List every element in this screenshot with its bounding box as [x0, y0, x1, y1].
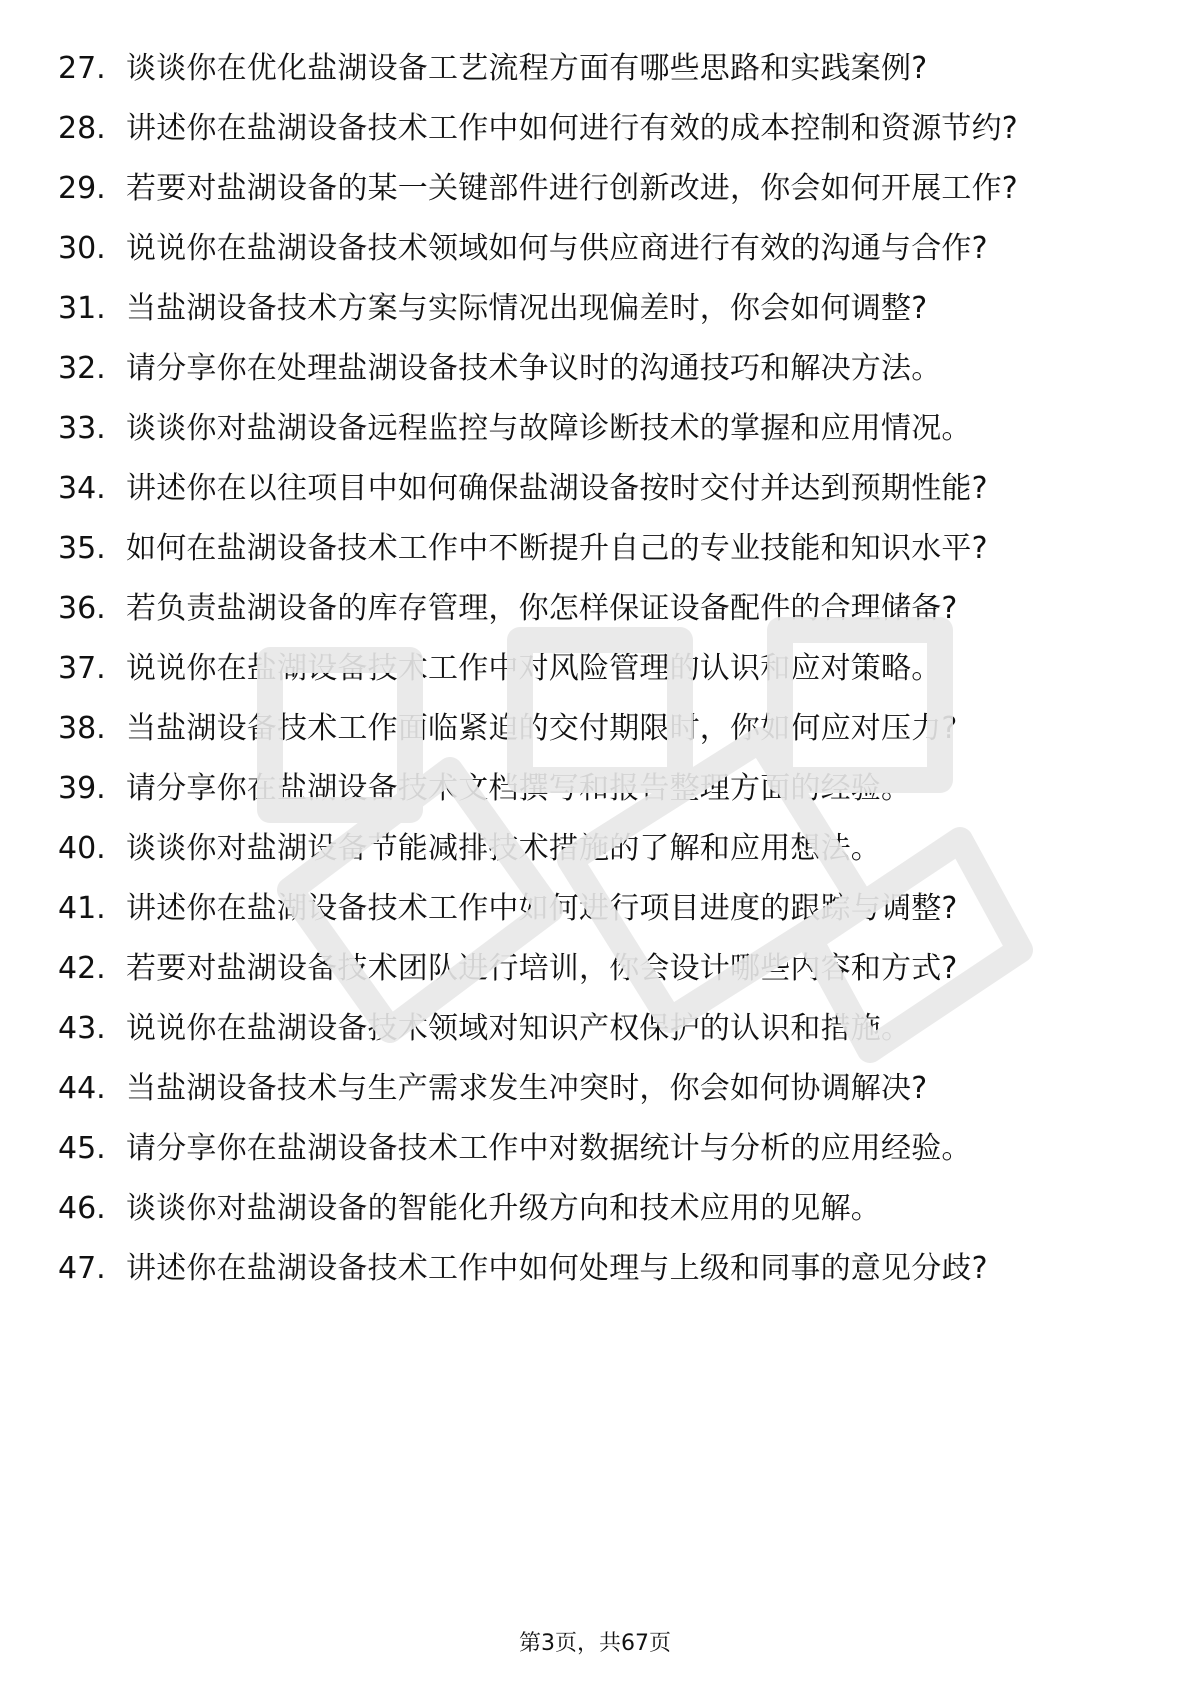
question-item-44	[0, 1070, 1190, 1108]
question-text: 说说你在盐湖设备技术领域对知识产权保护的认识和措施。	[126, 1011, 912, 1046]
question-text: 请分享你在盐湖设备技术文档撰写和报告整理方面的经验。	[126, 771, 912, 806]
question-number: 30.	[58, 231, 106, 266]
question-list	[0, 50, 1190, 1310]
question-item-43	[0, 1010, 1190, 1048]
question-text: 讲述你在以往项目中如何确保盐湖设备按时交付并达到预期性能?	[126, 471, 988, 506]
question-item-28	[0, 110, 1190, 148]
question-number: 45.	[58, 1131, 106, 1166]
question-item-31	[0, 290, 1190, 328]
question-number: 41.	[58, 891, 106, 926]
question-item-34	[0, 470, 1190, 508]
question-item-37	[0, 650, 1190, 688]
question-item-45	[0, 1130, 1190, 1168]
question-number: 42.	[58, 951, 106, 986]
question-text: 当盐湖设备技术工作面临紧迫的交付期限时，你如何应对压力?	[126, 711, 958, 746]
question-item-42	[0, 950, 1190, 988]
question-item-40	[0, 830, 1190, 868]
question-number: 34.	[58, 471, 106, 506]
question-text: 讲述你在盐湖设备技术工作中如何进行有效的成本控制和资源节约?	[126, 111, 1018, 146]
page-number-footer: 第3页，共67页	[519, 1631, 671, 1656]
question-text: 谈谈你对盐湖设备远程监控与故障诊断技术的掌握和应用情况。	[126, 411, 972, 446]
question-text: 说说你在盐湖设备技术工作中对风险管理的认识和应对策略。	[126, 651, 942, 686]
question-text: 讲述你在盐湖设备技术工作中如何处理与上级和同事的意见分歧?	[126, 1251, 988, 1286]
question-number: 39.	[58, 771, 106, 806]
question-item-32	[0, 350, 1190, 388]
question-text: 谈谈你对盐湖设备的智能化升级方向和技术应用的见解。	[126, 1191, 881, 1226]
question-text: 谈谈你对盐湖设备节能减排技术措施的了解和应用想法。	[126, 831, 881, 866]
question-number: 36.	[58, 591, 106, 626]
question-text: 当盐湖设备技术与生产需求发生冲突时，你会如何协调解决?	[126, 1071, 928, 1106]
question-number: 40.	[58, 831, 106, 866]
question-text: 请分享你在处理盐湖设备技术争议时的沟通技巧和解决方法。	[126, 351, 942, 386]
question-text: 如何在盐湖设备技术工作中不断提升自己的专业技能和知识水平?	[126, 531, 988, 566]
question-text: 若负责盐湖设备的库存管理，你怎样保证设备配件的合理储备?	[126, 591, 958, 626]
question-number: 35.	[58, 531, 106, 566]
question-item-39	[0, 770, 1190, 808]
question-number: 33.	[58, 411, 106, 446]
question-number: 28.	[58, 111, 106, 146]
question-number: 37.	[58, 651, 106, 686]
question-item-29	[0, 170, 1190, 208]
question-number: 38.	[58, 711, 106, 746]
question-text: 谈谈你在优化盐湖设备工艺流程方面有哪些思路和实践案例?	[126, 51, 928, 86]
question-number: 27.	[58, 51, 106, 86]
question-item-30	[0, 230, 1190, 268]
question-number: 29.	[58, 171, 106, 206]
question-item-38	[0, 710, 1190, 748]
question-item-36	[0, 590, 1190, 628]
question-number: 31.	[58, 291, 106, 326]
question-item-41	[0, 890, 1190, 928]
question-text: 讲述你在盐湖设备技术工作中如何进行项目进度的跟踪与调整?	[126, 891, 958, 926]
question-number: 43.	[58, 1011, 106, 1046]
question-number: 46.	[58, 1191, 106, 1226]
question-item-35	[0, 530, 1190, 568]
question-number: 47.	[58, 1251, 106, 1286]
question-number: 32.	[58, 351, 106, 386]
question-text: 当盐湖设备技术方案与实际情况出现偏差时，你会如何调整?	[126, 291, 928, 326]
question-text: 若要对盐湖设备的某一关键部件进行创新改进，你会如何开展工作?	[126, 171, 1018, 206]
question-item-46	[0, 1190, 1190, 1228]
question-item-33	[0, 410, 1190, 448]
question-text: 请分享你在盐湖设备技术工作中对数据统计与分析的应用经验。	[126, 1131, 972, 1166]
question-item-47	[0, 1250, 1190, 1288]
question-text: 说说你在盐湖设备技术领域如何与供应商进行有效的沟通与合作?	[126, 231, 988, 266]
question-number: 44.	[58, 1071, 106, 1106]
question-item-27	[0, 50, 1190, 88]
question-text: 若要对盐湖设备技术团队进行培训，你会设计哪些内容和方式?	[126, 951, 958, 986]
